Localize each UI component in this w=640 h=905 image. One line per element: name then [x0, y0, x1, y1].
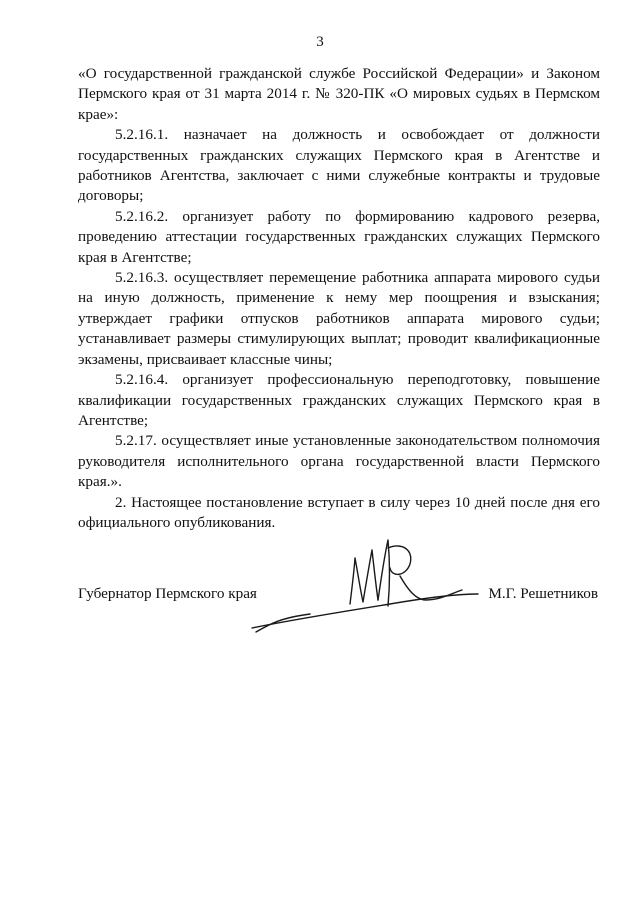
- paragraph-5-2-16-1: 5.2.16.1. назначает на должность и освобождает от должности государственных гражданских служащих Пермского края в Агентстве и работников Агентства, заключает с ними служебные контракты и трудовые договоры;: [78, 126, 600, 205]
- document-body: [78, 64, 600, 533]
- paragraph-5-2-16-2: 5.2.16.2. организует работу по формированию кадрового резерва, проведению аттестации государственных гражданских служащих Пермского края в Агентстве;: [78, 207, 600, 266]
- paragraph-effective-date: 2. Настоящее постановление вступает в силу через 10 дней после дня его официального опубликования.: [78, 493, 600, 531]
- paragraph-5-2-17: 5.2.17. осуществляет иные установленные законодательством полномочия руководителя исполнительного органа государственной власти Пермского края.».: [78, 432, 600, 491]
- paragraph-5-2-16-4: 5.2.16.4. организует профессиональную переподготовку, повышение квалификации государственных гражданских служащих Пермского края в Агентстве;: [78, 371, 600, 429]
- paragraph-law-reference: «О государственной гражданской службе Российской Федерации» и Законом Пермского края от 31 марта 2014 г. № 320-ПК «О мировых судьях в Пермском крае»:: [78, 65, 600, 123]
- paragraph-5-2-16-3: 5.2.16.3. осуществляет перемещение работника аппарата мирового судьи на иную должность, применение к нему мер поощрения и взыскания; утверждает графики отпусков работников аппарата мирового судьи; устанавливает размеры стимулирующих выплат; проводит квалификационные экзамены, присваивает классные чины;: [78, 269, 600, 368]
- signatory-name: М.Г. Решетников: [488, 585, 598, 602]
- signature-block: [78, 584, 600, 606]
- signatory-title: Губернатор Пермского края: [78, 585, 257, 602]
- handwritten-signature: [250, 528, 480, 638]
- page-number: 3: [316, 34, 324, 50]
